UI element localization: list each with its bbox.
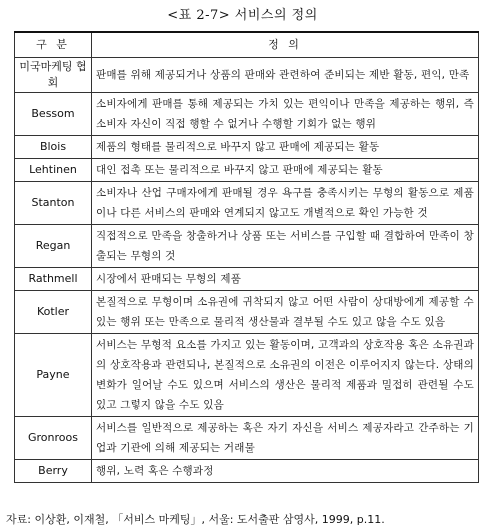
source-citation: 자료: 이상환, 이재철, 「서비스 마케팅」, 서울: 도서출판 삼영사, 1999, p.11. bbox=[6, 513, 385, 526]
row-definition: 시장에서 판매되는 무형의 제품 bbox=[92, 268, 479, 291]
row-name: Regan bbox=[15, 225, 92, 268]
header-definition: 정 의 bbox=[92, 32, 479, 58]
row-name: Blois bbox=[15, 136, 92, 159]
row-name: Payne bbox=[15, 334, 92, 417]
table-row bbox=[15, 159, 479, 182]
table-row bbox=[15, 58, 479, 93]
row-name: Kotler bbox=[15, 291, 92, 334]
row-definition: 제품의 형태를 물리적으로 바꾸지 않고 판매에 제공되는 활동 bbox=[92, 136, 479, 159]
table-row bbox=[15, 460, 479, 483]
row-definition: 소비자나 산업 구매자에게 판매될 경우 욕구를 충족시키는 무형의 활동으로 제품이나 다른 서비스의 판매와 연계되지 않고도 개별적으로 확인 가능한 것 bbox=[92, 182, 479, 225]
row-name: Gronroos bbox=[15, 417, 92, 460]
row-name: Rathmell bbox=[15, 268, 92, 291]
row-name: 미국마케팅 협회 bbox=[15, 58, 92, 93]
table-row bbox=[15, 182, 479, 225]
row-definition: 서비스를 일반적으로 제공하는 혹은 자기 자신을 서비스 제공자라고 간주하는 기업과 기관에 의해 제공되는 거래물 bbox=[92, 417, 479, 460]
table-row bbox=[15, 93, 479, 136]
row-name: Bessom bbox=[15, 93, 92, 136]
table-row bbox=[15, 291, 479, 334]
table-row bbox=[15, 268, 479, 291]
table-row bbox=[15, 225, 479, 268]
table-row bbox=[15, 334, 479, 417]
row-definition: 행위, 노력 혹은 수행과정 bbox=[92, 460, 479, 483]
row-definition: 대인 접촉 또는 물리적으로 바꾸지 않고 판매에 제공되는 활동 bbox=[92, 159, 479, 182]
service-definitions-table bbox=[14, 31, 479, 483]
row-definition: 판매를 위해 제공되거나 상품의 판매와 관련하여 준비되는 제반 활동, 편익, 만족 bbox=[92, 58, 479, 93]
header-category: 구 분 bbox=[15, 32, 92, 58]
row-name: Stanton bbox=[15, 182, 92, 225]
row-definition: 본질적으로 무형이며 소유권에 귀착되지 않고 어떤 사람이 상대방에게 제공할 수 있는 행위 또는 만족으로 물리적 생산물과 결부될 수도 있고 않을 수도 있음 bbox=[92, 291, 479, 334]
row-definition: 소비자에게 판매를 통해 제공되는 가치 있는 편익이나 만족을 제공하는 행위, 즉 소비자 자신이 직접 행할 수 없거나 수행할 기회가 없는 행위 bbox=[92, 93, 479, 136]
row-definition: 서비스는 무형적 요소를 가지고 있는 활동이며, 고객과의 상호작용 혹은 소유권과의 상호작용과 관련되나, 본질적으로 소유권의 이전은 이루어지지 않는다. 상태의 변화가 일어날 수도 있으며 서비스의 생산은 물리적 제품과 밀접히 관련될 수도 있고 그렇지 않을 수도 있음 bbox=[92, 334, 479, 417]
row-name: Lehtinen bbox=[15, 159, 92, 182]
table-title: <표 2-7> 서비스의 정의 bbox=[167, 8, 318, 23]
table-row bbox=[15, 417, 479, 460]
row-definition: 직접적으로 만족을 창출하거나 상품 또는 서비스를 구입할 때 결합하여 만족이 창출되는 무형의 것 bbox=[92, 225, 479, 268]
row-name: Berry bbox=[15, 460, 92, 483]
table-row bbox=[15, 136, 479, 159]
table-header-row bbox=[15, 32, 479, 58]
